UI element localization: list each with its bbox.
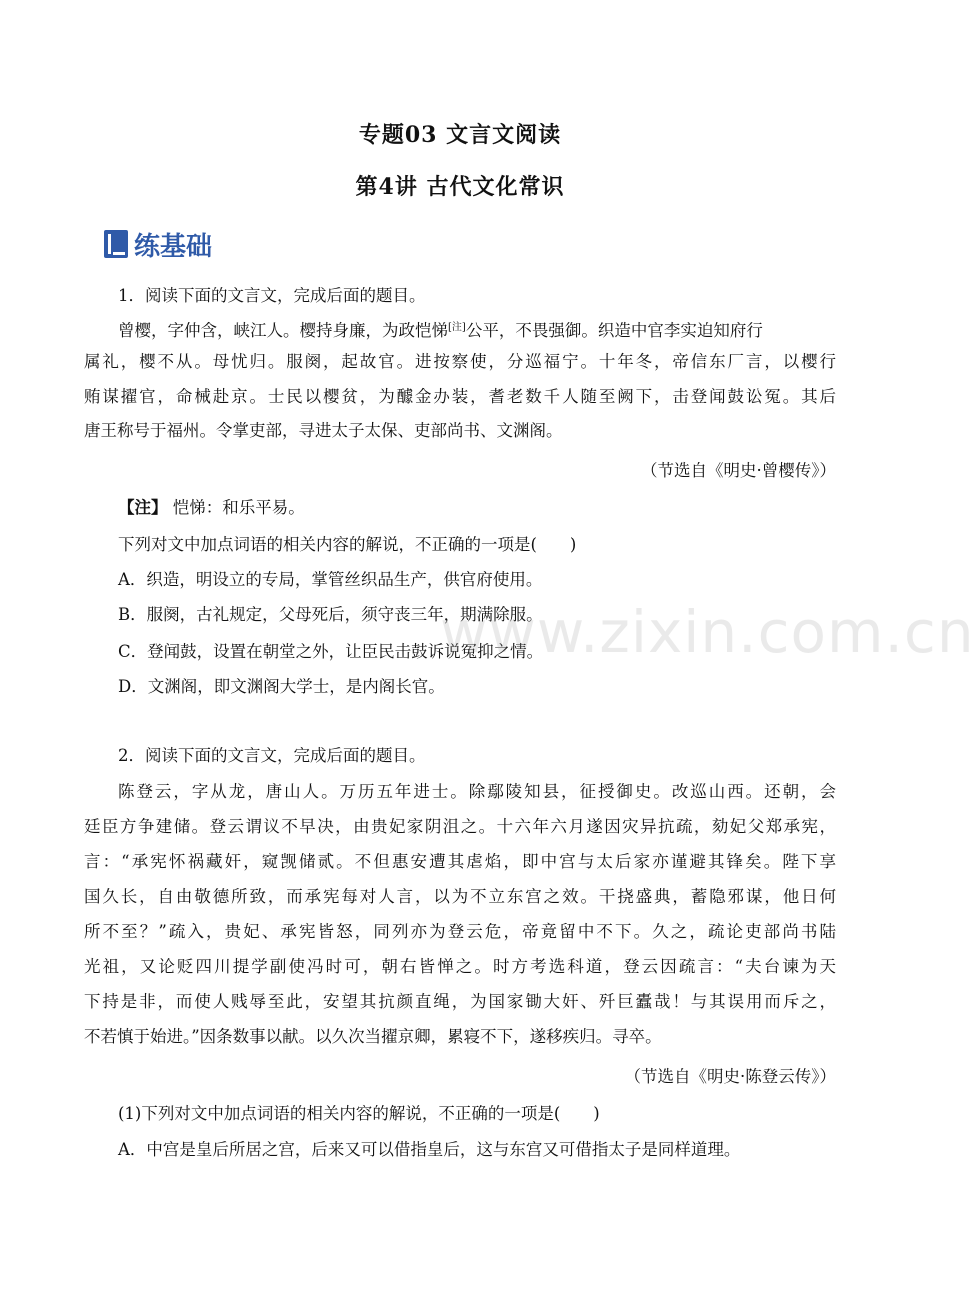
q1-option-a: A．织造，明设立的专局，掌管丝织品生产，供官府使用。 [118, 570, 543, 589]
q2-passage-line: 下持是非，而使人贱辱至此，安望其抗颜直绳，为国家锄大奸、歼巨蠹哉！与其误用而斥之， [84, 992, 836, 1011]
note-tag: 【注】 [118, 498, 168, 517]
q1-prompt: 1．阅读下面的文言文，完成后面的题目。 [118, 286, 426, 305]
q1-question: 下列对文中加点词语的相关内容的解说，不正确的一项是( ) [118, 535, 577, 554]
q1-note [118, 498, 870, 518]
note-marker: [注] [448, 322, 466, 333]
q1-passage-line: 唐王称号于福州。令掌吏部，寻进太子太保、吏部尚书、文渊阁。 [84, 421, 563, 440]
lecture-subtitle: 第4讲 古代文化常识 [355, 174, 565, 200]
q2-passage-line: 廷臣方争建储。登云谓议不早决，由贵妃家阴沮之。十六年六月遂因灾异抗疏，劾妃父郑承宪， [84, 817, 836, 836]
note-text: 恺悌：和乐平易。 [172, 498, 305, 517]
q2-question: (1)下列对文中加点词语的相关内容的解说，不正确的一项是( ) [118, 1104, 600, 1123]
q1-passage-line: 贿谋擢官，命械赴京。士民以樱贫，为醵金办装，耆老数千人随至阙下，击登闻鼓讼冤。其后 [84, 387, 836, 406]
section-header [104, 224, 212, 264]
q1-passage-line: 属礼，樱不从。母忧归。服阕，起故官。进按察使，分巡福宁。十年冬，帝信东厂言，以樱行 [84, 352, 836, 371]
document-title: 专题03 文言文阅读 [358, 122, 562, 148]
q1-passage-line [118, 318, 836, 341]
watermark: www.zixin.com.cn [440, 598, 975, 666]
q2-passage-line: 陈登云，字从龙，唐山人。万历五年进士。除鄢陵知县，征授御史。改巡山西。还朝，会 [118, 782, 836, 801]
q2-passage-line: 所不至？”疏入，贵妃、承宪皆怒，同列亦为登云危，帝竟留中不下。久之，疏论吏部尚书陆 [84, 922, 836, 941]
q2-option-a: A．中宫是皇后所居之宫，后来又可以借指皇后，这与东宫又可借指太子是同样道理。 [118, 1140, 741, 1159]
q2-passage-line: 不若慎于始进。”因条数事以献。以久次当擢京卿，累寝不下，遂移疾归。寻卒。 [84, 1027, 662, 1046]
q1-option-b: B．服阕，古礼规定，父母死后，须守丧三年，期满除服。 [118, 605, 543, 624]
section-label: 练基础 [134, 231, 213, 262]
q1-option-d: D．文渊阁，即文渊阁大学士，是内阁长官。 [118, 677, 445, 696]
q2-source: （节选自《明史·陈登云传》） [624, 1067, 836, 1086]
q1-source: （节选自《明史·曾樱传》） [641, 461, 836, 480]
q2-prompt: 2．阅读下面的文言文，完成后面的题目。 [118, 746, 426, 765]
q1-passage-text: 公平，不畏强御。织造中官李实迫知府行 [465, 321, 763, 340]
q1-passage-text: 曾樱，字仲含，峡江人。樱持身廉，为政恺悌 [118, 321, 448, 340]
q2-passage-line: 言：“承宪怀祸藏奸，窥觊储贰。不但惠安遭其虐焰，即中宫与太后家亦谨避其锋矣。陛下享 [84, 852, 836, 871]
q2-passage-line: 国久长，自由敬德所致，而承宪每对人言，以为不立东宫之效。干挠盛典，蓄隐邪谋，他日何 [84, 887, 836, 906]
q1-option-c: C．登闻鼓，设置在朝堂之外，让臣民击鼓诉说冤抑之情。 [118, 642, 544, 661]
q2-passage-line: 光祖，又论贬四川提学副使冯时可，朝右皆惮之。时方考选科道，登云因疏言：“夫台谏为天 [84, 957, 836, 976]
book-icon [104, 230, 128, 258]
